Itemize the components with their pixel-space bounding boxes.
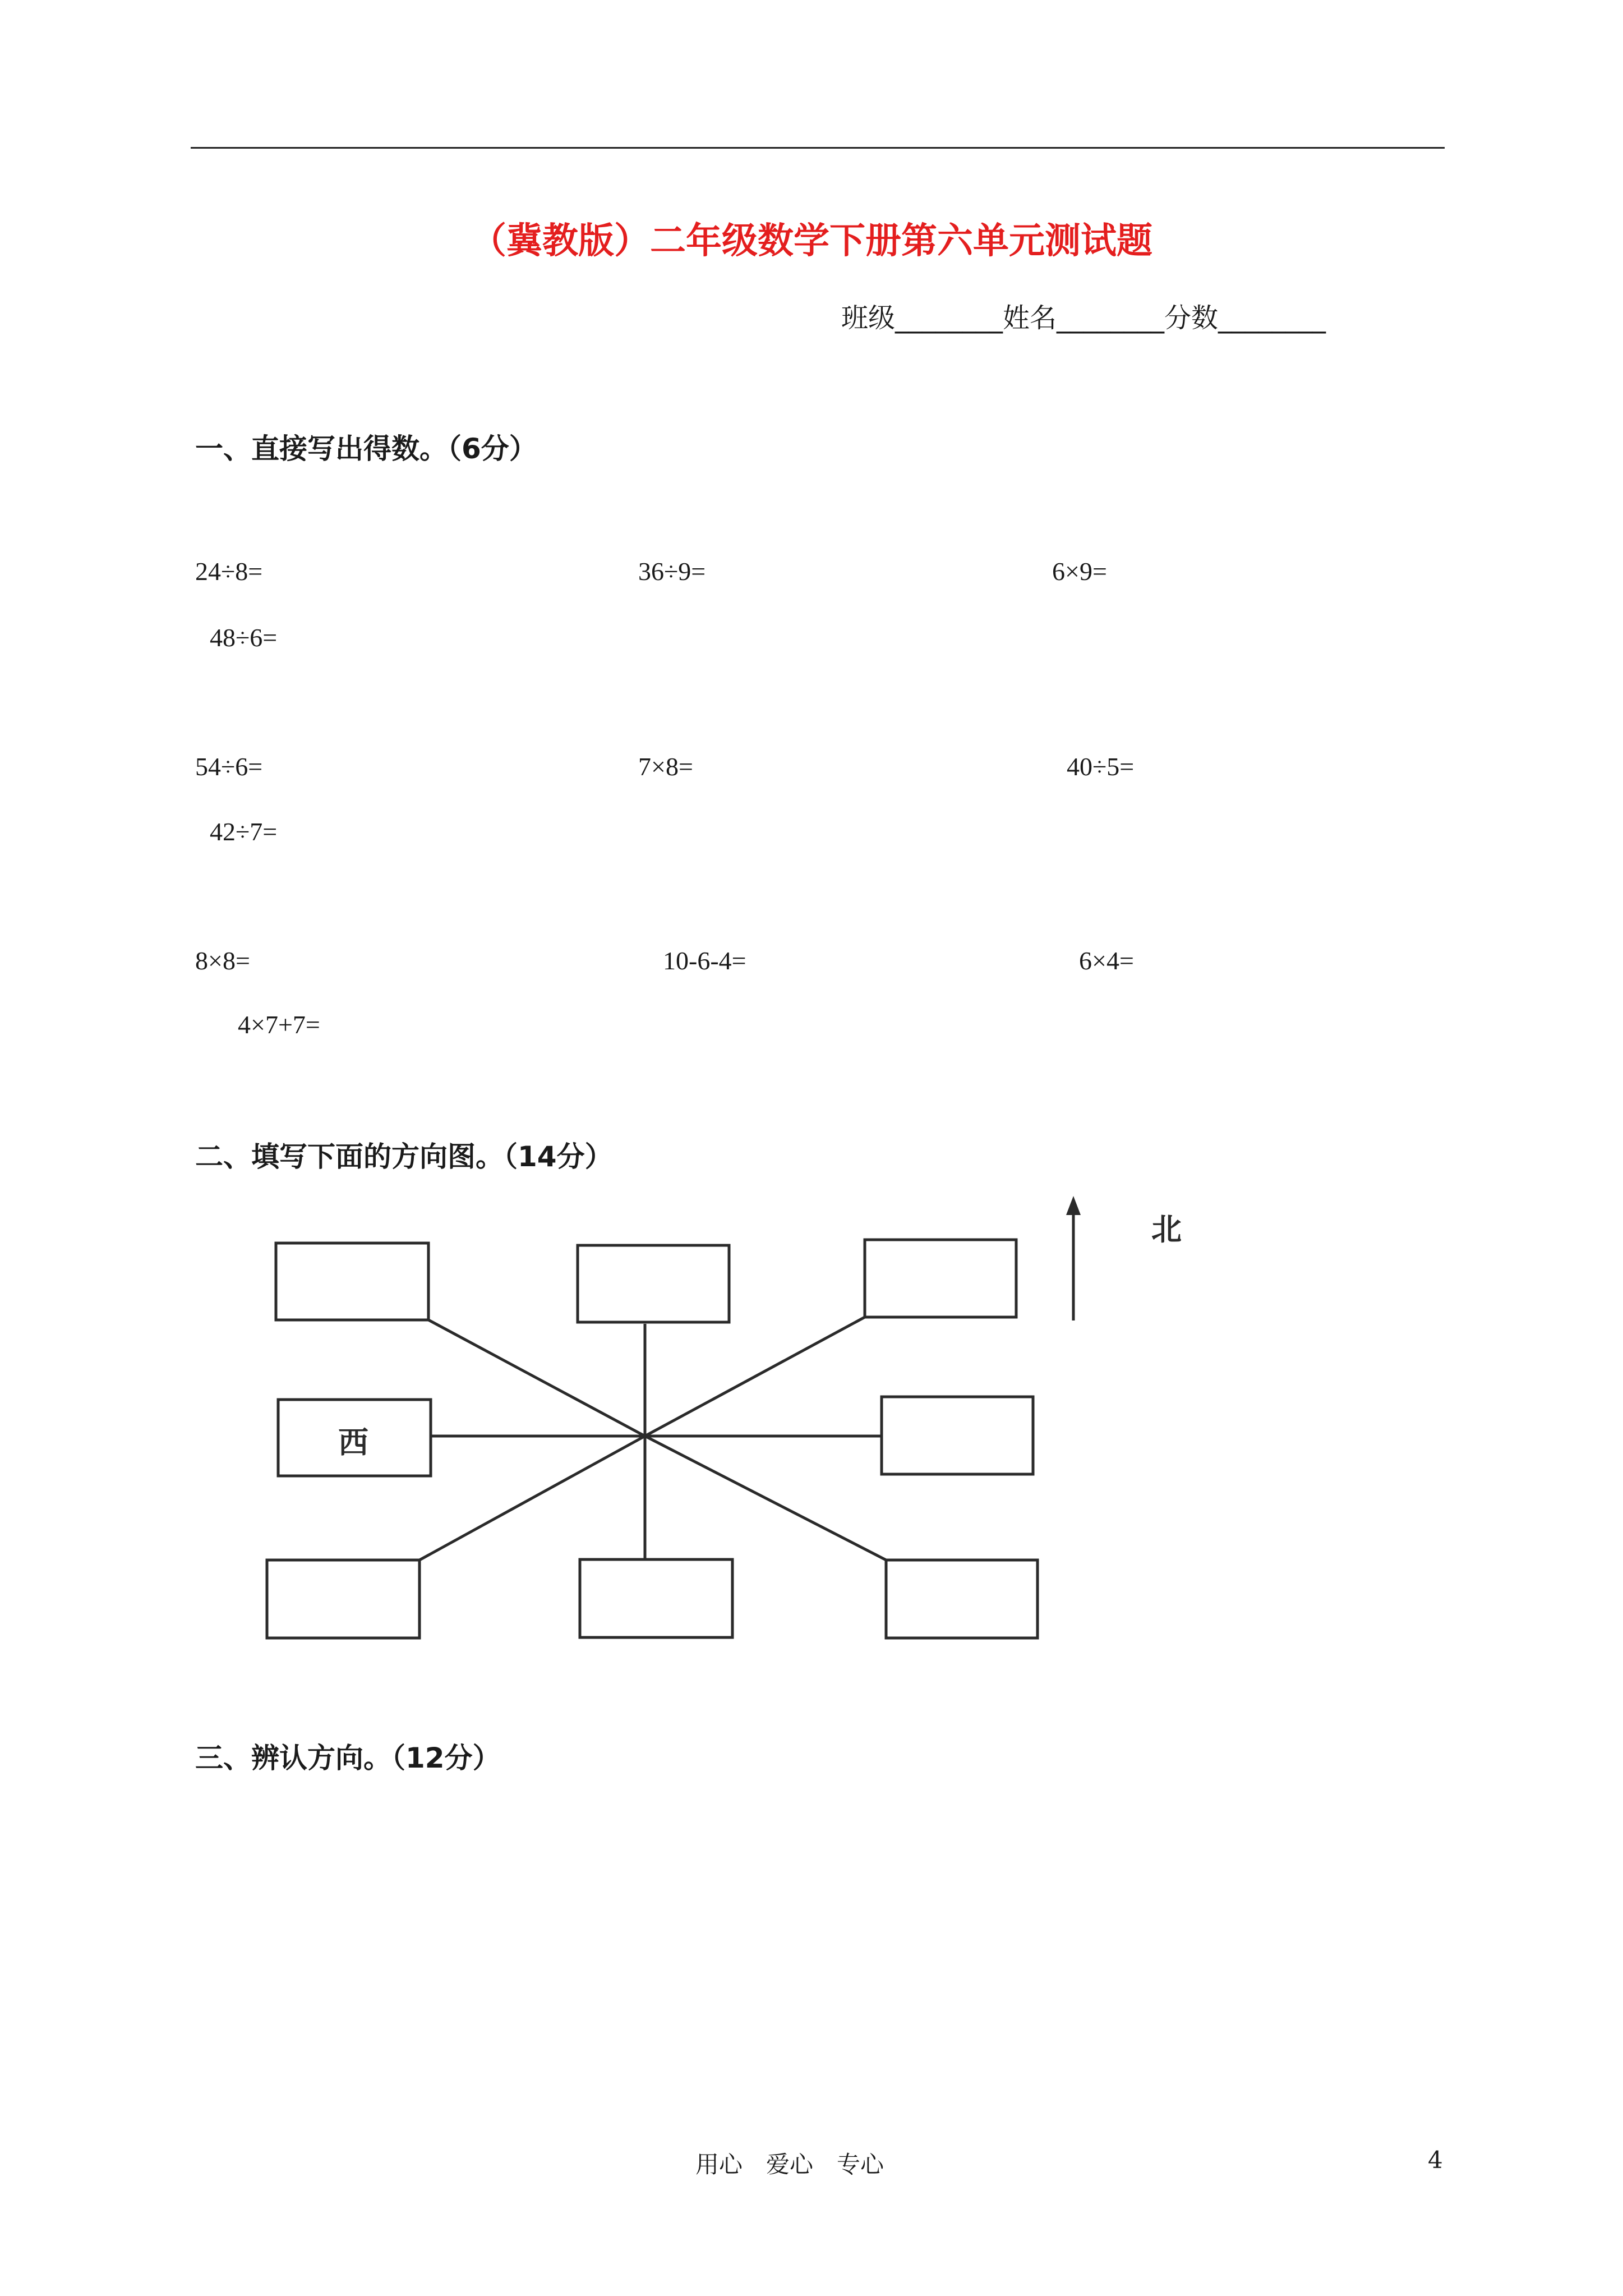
box-east[interactable] <box>882 1397 1033 1474</box>
spoke-northwest <box>428 1320 645 1436</box>
header-rule <box>191 147 1445 149</box>
section3-heading: 三、辨认方向。（12分） <box>195 1742 501 1774</box>
class-label: 班级 <box>841 302 896 334</box>
name-blank: ________ <box>1057 302 1165 334</box>
problem-6: 7×8= <box>638 752 693 781</box>
box-southeast[interactable] <box>886 1560 1038 1638</box>
problem-10: 10-6-4= <box>663 946 746 975</box>
section1-heading: 一、直接写出得数。（6分） <box>195 432 537 465</box>
class-blank: ________ <box>895 302 1003 334</box>
problem-2: 36÷9= <box>638 557 706 586</box>
problem-11: 6×4= <box>1079 946 1134 975</box>
box-northwest[interactable] <box>276 1243 428 1320</box>
problem-7: 40÷5= <box>1067 752 1135 781</box>
problem-12: 4×7+7= <box>238 1010 320 1039</box>
spoke-southwest <box>419 1436 645 1560</box>
page-number: 4 <box>1428 2146 1443 2174</box>
page-title: （冀教版）二年级数学下册第六单元测试题 <box>471 220 1152 262</box>
box-south[interactable] <box>580 1559 732 1637</box>
footer-text: 用心 爱心 专心 <box>695 2151 884 2178</box>
north-arrow-icon <box>1066 1196 1081 1215</box>
problem-8: 42÷7= <box>210 817 278 846</box>
box-north[interactable] <box>578 1245 729 1322</box>
problem-9: 8×8= <box>195 946 250 975</box>
student-info-line <box>841 296 1326 335</box>
section2-heading: 二、填写下面的方向图。（14分） <box>195 1140 613 1173</box>
spoke-southeast <box>645 1436 886 1560</box>
north-label: 北 <box>1151 1212 1182 1247</box>
score-blank: ________ <box>1218 302 1326 334</box>
problem-5: 54÷6= <box>195 752 263 781</box>
score-label: 分数 <box>1164 302 1219 334</box>
west-label: 西 <box>338 1425 368 1460</box>
name-label: 姓名 <box>1003 302 1057 334</box>
spoke-northeast <box>645 1317 865 1436</box>
box-northeast[interactable] <box>865 1240 1016 1317</box>
direction-diagram <box>247 1184 1234 1649</box>
problem-1: 24÷8= <box>195 557 263 586</box>
problem-3: 6×9= <box>1052 557 1107 586</box>
problem-4: 48÷6= <box>210 623 278 652</box>
box-southwest[interactable] <box>267 1560 419 1638</box>
